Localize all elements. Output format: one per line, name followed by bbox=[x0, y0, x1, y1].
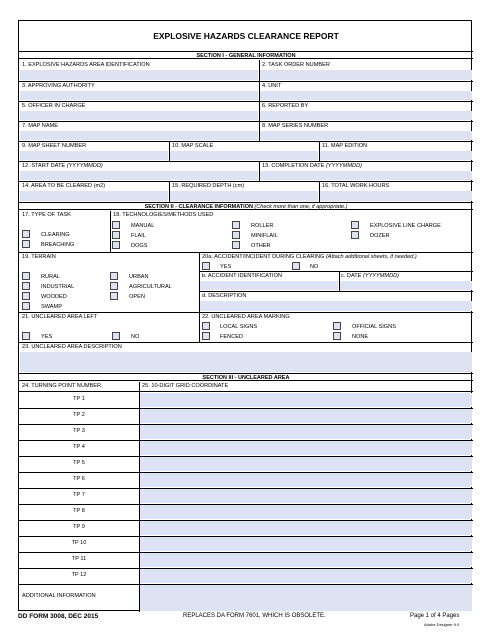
swamp-checkbox[interactable] bbox=[22, 302, 30, 310]
field-22-label: 22. UNCLEARED AREA MARKING bbox=[202, 314, 290, 320]
uncleared-yes-checkbox[interactable] bbox=[22, 332, 30, 340]
flail-label: FLAIL bbox=[131, 233, 146, 239]
section-1-header: SECTION I - GENERAL INFORMATION bbox=[19, 51, 473, 59]
uncleared-yes-label: YES bbox=[41, 334, 53, 340]
turning-point-label: TP 10 bbox=[71, 540, 87, 546]
field-23-input[interactable] bbox=[20, 352, 472, 372]
urban-checkbox[interactable] bbox=[110, 272, 118, 280]
accident-yes-label: YES bbox=[220, 264, 232, 270]
turning-point-label: TP 12 bbox=[71, 572, 87, 578]
field-1-label: 1. EXPLOSIVE HAZARDS AREA IDENTIFICATION bbox=[22, 62, 150, 68]
open-label: OPEN bbox=[129, 294, 145, 300]
field-20c-label: c. DATE (YYYYMMDD) bbox=[341, 273, 400, 279]
field-13-label: 13. COMPLETION DATE (YYYYMMDD) bbox=[262, 163, 362, 169]
field-19-label: 19. TERRAIN bbox=[22, 254, 56, 260]
field-1-input[interactable] bbox=[20, 70, 258, 80]
field-15-input[interactable] bbox=[170, 191, 318, 201]
field-3-label: 3. APPROVING AUTHORITY bbox=[22, 83, 95, 89]
accident-no-label: NO bbox=[310, 264, 319, 270]
section-2-header: SECTION II - CLEARANCE INFORMATION (Check more than one, if appropriate.) bbox=[19, 202, 473, 210]
uncleared-no-label: NO bbox=[131, 334, 140, 340]
field-2-label: 2. TASK ORDER NUMBER bbox=[262, 62, 330, 68]
field-9-input[interactable] bbox=[20, 151, 168, 160]
official-signs-label: OFFICIAL SIGNS bbox=[352, 324, 396, 330]
field-8-label: 8. MAP SERIES NUMBER bbox=[262, 123, 329, 129]
swamp-label: SWAMP bbox=[41, 304, 62, 310]
grid-coordinate-input[interactable] bbox=[140, 569, 472, 583]
turning-point-label: TP 6 bbox=[73, 476, 85, 482]
field-12-label: 12. START DATE (YYYYMMDD) bbox=[22, 163, 103, 169]
industrial-checkbox[interactable] bbox=[22, 282, 30, 290]
field-14-label: 14. AREA TO BE CLEARED (m2) bbox=[22, 183, 106, 189]
line-charge-checkbox[interactable] bbox=[351, 221, 359, 229]
open-checkbox[interactable] bbox=[110, 292, 118, 300]
field-14-input[interactable] bbox=[20, 191, 168, 201]
page-number: Page 1 of 4 Pages bbox=[410, 613, 460, 619]
row-divider bbox=[19, 584, 473, 585]
manual-checkbox[interactable] bbox=[112, 221, 120, 229]
field-23-label: 23. UNCLEARED AREA DESCRIPTION bbox=[22, 344, 122, 350]
field-16-label: 16. TOTAL WORK HOURS bbox=[322, 183, 390, 189]
field-6-label: 6. REPORTED BY bbox=[262, 103, 309, 109]
field-9-label: 9. MAP SHEET NUMBER bbox=[22, 143, 87, 149]
field-20a-label: 20a. ACCIDENT/INCIDENT DURING CLEARING (Attach additional sheets, if needed.) bbox=[202, 254, 417, 260]
field-20d-label: d. DESCRIPTION bbox=[202, 293, 247, 299]
clearing-checkbox[interactable] bbox=[22, 230, 30, 238]
wooded-label: WOODED bbox=[41, 294, 67, 300]
dozer-label: DOZER bbox=[370, 233, 390, 239]
turning-point-label: TP 5 bbox=[73, 460, 85, 466]
field-20b-label: b. ACCIDENT IDENTIFICATION bbox=[202, 273, 282, 279]
grid-coordinate-input[interactable] bbox=[140, 537, 472, 551]
miniflail-checkbox[interactable] bbox=[232, 231, 240, 239]
additional-info-input[interactable] bbox=[140, 584, 472, 611]
field-7-label: 7. MAP NAME bbox=[22, 123, 58, 129]
official-signs-checkbox[interactable] bbox=[333, 322, 341, 330]
field-4-label: 4. UNIT bbox=[262, 83, 282, 89]
grid-coordinate-input[interactable] bbox=[140, 521, 472, 535]
grid-coordinate-input[interactable] bbox=[140, 409, 472, 423]
field-11-input[interactable] bbox=[320, 151, 472, 160]
miniflail-label: MINIFLAIL bbox=[251, 233, 278, 239]
turning-point-label: TP 7 bbox=[73, 492, 85, 498]
turning-point-label: TP 8 bbox=[73, 508, 85, 514]
field-13-input[interactable] bbox=[260, 171, 472, 180]
roller-checkbox[interactable] bbox=[232, 221, 240, 229]
field-5-label: 5. OFFICER IN CHARGE bbox=[22, 103, 86, 109]
turning-point-label: TP 11 bbox=[71, 556, 87, 562]
breaching-checkbox[interactable] bbox=[22, 240, 30, 248]
turning-point-label: TP 3 bbox=[73, 428, 85, 434]
field-6-input[interactable] bbox=[260, 111, 472, 120]
urban-label: URBAN bbox=[129, 274, 149, 280]
none-checkbox[interactable] bbox=[333, 332, 341, 340]
field-7-input[interactable] bbox=[20, 131, 258, 140]
grid-coordinate-input[interactable] bbox=[140, 393, 472, 407]
accident-no-checkbox[interactable] bbox=[292, 262, 300, 270]
field-24-label: 24. TURNING POINT NUMBER bbox=[22, 383, 102, 389]
grid-coordinate-input[interactable] bbox=[140, 457, 472, 471]
dogs-checkbox[interactable] bbox=[112, 241, 120, 249]
dozer-checkbox[interactable] bbox=[351, 231, 359, 239]
field-20b-input[interactable] bbox=[200, 281, 338, 290]
uncleared-no-checkbox[interactable] bbox=[112, 332, 120, 340]
line-charge-label: EXPLOSIVE LINE CHARGE bbox=[370, 223, 441, 229]
grid-coordinate-input[interactable] bbox=[140, 441, 472, 455]
accident-yes-checkbox[interactable] bbox=[202, 262, 210, 270]
software-note: Adobe Designer 9.0 bbox=[424, 622, 460, 627]
turning-point-label: TP 2 bbox=[73, 412, 85, 418]
form-id: DD FORM 3008, DEC 2015 bbox=[18, 613, 99, 620]
other-label: OTHER bbox=[251, 243, 271, 249]
field-10-input[interactable] bbox=[170, 151, 318, 160]
clearance-report-form bbox=[18, 20, 472, 611]
dogs-label: DOGS bbox=[131, 243, 148, 249]
agricultural-label: AGRICULTURAL bbox=[129, 284, 172, 290]
roller-label: ROLLER bbox=[251, 223, 274, 229]
field-17-label: 17. TYPE OF TASK bbox=[22, 212, 71, 218]
flail-checkbox[interactable] bbox=[112, 231, 120, 239]
local-signs-checkbox[interactable] bbox=[202, 322, 210, 330]
turning-point-label: TP 1 bbox=[73, 396, 85, 402]
turning-point-label: TP 4 bbox=[73, 444, 85, 450]
wooded-checkbox[interactable] bbox=[22, 292, 30, 300]
fenced-checkbox[interactable] bbox=[202, 332, 210, 340]
field-4-input[interactable] bbox=[260, 91, 472, 100]
field-20d-input[interactable] bbox=[200, 301, 472, 311]
field-2-input[interactable] bbox=[260, 70, 472, 80]
field-15-label: 15. REQUIRED DEPTH (cm) bbox=[172, 183, 245, 189]
agricultural-checkbox[interactable] bbox=[110, 282, 118, 290]
grid-coordinate-input[interactable] bbox=[140, 553, 472, 567]
grid-coordinate-input[interactable] bbox=[140, 505, 472, 519]
field-21-label: 21. UNCLEARED AREA LEFT bbox=[22, 314, 98, 320]
field-25-label: 25. 10-DIGIT GRID COORDINATE bbox=[142, 383, 229, 389]
field-5-input[interactable] bbox=[20, 111, 258, 120]
rural-checkbox[interactable] bbox=[22, 272, 30, 280]
grid-coordinate-input[interactable] bbox=[140, 425, 472, 439]
local-signs-label: LOCAL SIGNS bbox=[220, 324, 258, 330]
grid-coordinate-input[interactable] bbox=[140, 473, 472, 487]
clearing-label: CLEARING bbox=[41, 232, 70, 238]
replaces-note: REPLACES DA FORM 7601, WHICH IS OBSOLETE. bbox=[183, 613, 326, 619]
fenced-label: FENCED bbox=[220, 334, 243, 340]
other-checkbox[interactable] bbox=[232, 241, 240, 249]
industrial-label: INDUSTRIAL bbox=[41, 284, 75, 290]
field-16-input[interactable] bbox=[320, 191, 472, 201]
field-11-label: 11. MAP EDITION bbox=[322, 143, 368, 149]
field-3-input[interactable] bbox=[20, 91, 258, 100]
rural-label: RURAL bbox=[41, 274, 60, 280]
breaching-label: BREACHING bbox=[41, 242, 75, 248]
field-12-input[interactable] bbox=[20, 171, 258, 180]
manual-label: MANUAL bbox=[131, 223, 155, 229]
field-10-label: 10. MAP SCALE bbox=[172, 143, 214, 149]
section-3-header: SECTION III - UNCLEARED AREA bbox=[19, 373, 473, 381]
grid-coordinate-input[interactable] bbox=[140, 489, 472, 503]
turning-point-label: TP 9 bbox=[73, 524, 85, 530]
form-title: EXPLOSIVE HAZARDS CLEARANCE REPORT bbox=[153, 31, 339, 41]
field-8-input[interactable] bbox=[260, 131, 472, 140]
additional-info-label: ADDITIONAL INFORMATION bbox=[22, 593, 96, 599]
field-20c-input[interactable] bbox=[340, 281, 472, 290]
none-label: NONE bbox=[352, 334, 369, 340]
field-18-label: 18. TECHNOLOGIES/METHODS USED bbox=[113, 212, 214, 218]
